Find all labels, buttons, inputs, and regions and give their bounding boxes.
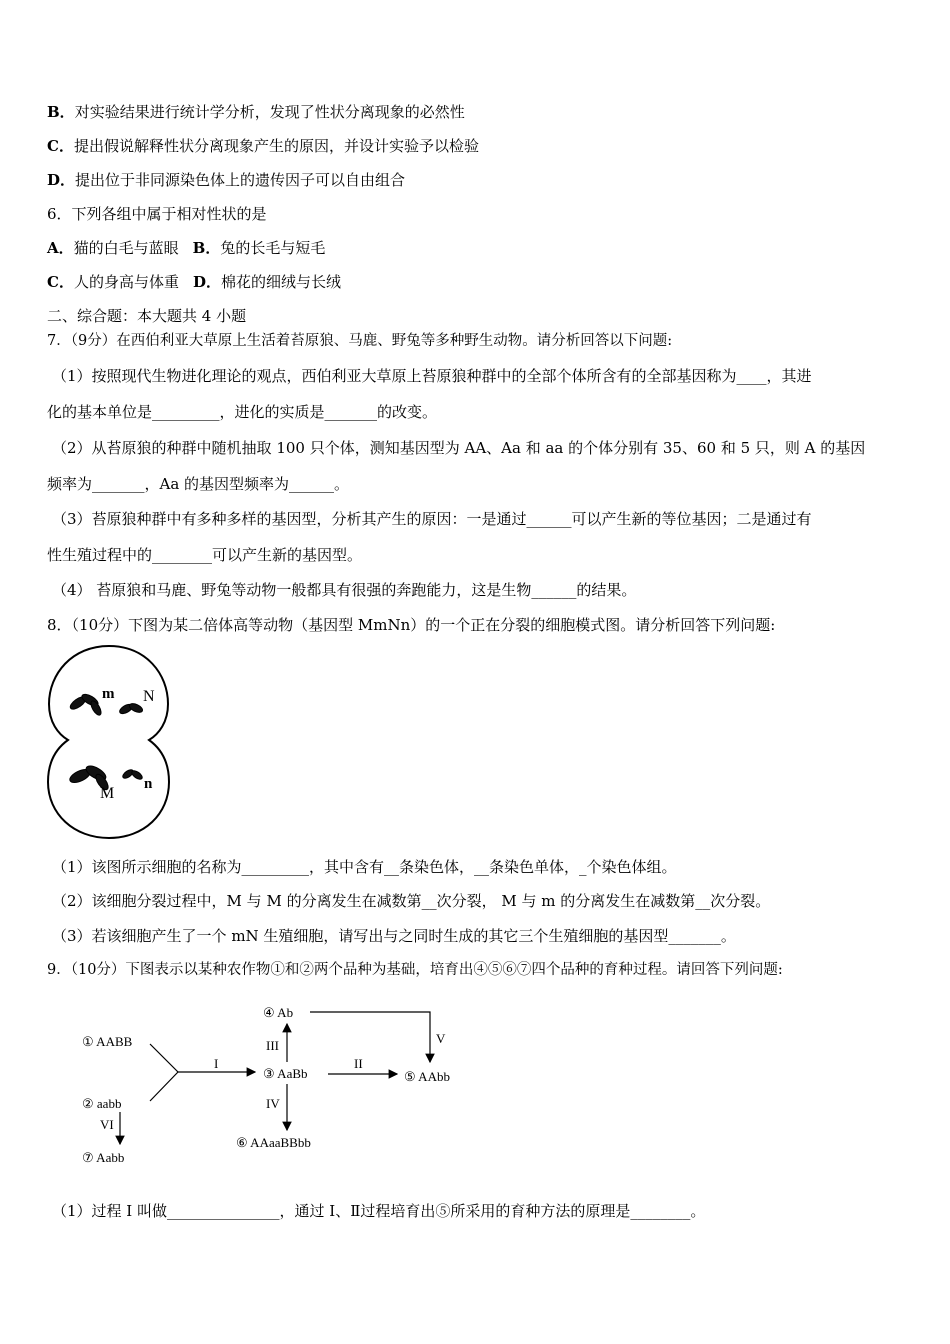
process-III: III [266,1038,279,1053]
option-letter: B． [192,239,221,257]
q6-options-row-2 [47,272,341,292]
option-text: 兔的长毛与短毛 [220,239,326,257]
process-IV: IV [266,1096,280,1111]
breeding-diagram [70,998,490,1173]
process-I: I [214,1056,219,1071]
node-2: ② aabb [82,1096,122,1111]
label-N: N [143,688,155,705]
chromosome-n-upper [118,702,144,716]
label-M: M [100,785,115,802]
process-V: V [436,1031,446,1046]
q6-options-row-1 [47,238,325,258]
q7-part-line: （1）按照现代生物进化理论的观点，西伯利亚大草原上苔原狼种群中的全部个体所含有的全部基因称为____，其进 [52,367,812,385]
chromosome-m [68,692,103,717]
node-1: ① AABB [82,1034,133,1049]
line-1-to-junction [150,1044,178,1072]
q8-part-line: （3）若该细胞产生了一个 mN 生殖细胞，请写出与之同时生成的其它三个生殖细胞的基因型_______。 [52,927,736,945]
option-letter: C． [47,273,74,291]
cell-outline [48,646,169,838]
q8-stem: 8．（10分）下图为某二倍体高等动物（基因型 MmNn）的一个正在分裂的细胞模式图。请分析回答下列问题: [47,616,776,634]
label-m: m [102,686,115,702]
option-letter: D． [192,273,221,291]
q8-part-line: （2）该细胞分裂过程中，M 与 M 的分离发生在减数第__次分裂， M 与 m 的分离发生在减数第__次分裂。 [52,892,771,910]
arrow-V [310,1012,430,1062]
q8-part-line: （1）该图所示细胞的名称为_________，其中含有__条染色体，__条染色单体，_个染色体组。 [52,858,677,876]
q7-part-line: 性生殖过程中的________可以产生新的基因型。 [47,546,363,564]
q5-option-c [47,136,479,156]
option-letter: D． [47,171,76,189]
q7-part-line: （3）苔原狼种群中有多种多样的基因型，分析其产生的原因：一是通过______可以产生新的等位基因；二是通过有 [52,510,812,528]
q5-option-b [47,102,465,122]
cell-division-figure [44,642,174,842]
option-text: 提出假说解释性状分离现象产生的原因，并设计实验予以检验 [73,137,479,155]
q7-stem: 7．（9分）在西伯利亚大草原上生活着苔原狼、马鹿、野兔等多种野生动物。请分析回答以下问题: [47,333,673,349]
chromosome-n-lower [121,768,143,781]
q7-part-line: 化的基本单位是_________，进化的实质是_______的改变。 [47,403,438,421]
option-text: 对实验结果进行统计学分析，发现了性状分离现象的必然性 [74,103,465,121]
q9-part-line: （1）过程 I 叫做_______________，通过 I、Ⅱ过程培育出⑤所采用的育种方法的原理是________。 [52,1202,706,1220]
node-5: ⑤ AAbb [404,1069,450,1084]
option-letter: B． [47,103,75,121]
node-7: ⑦ Aabb [82,1150,125,1165]
q7-part-line: 频率为_______，Aa 的基因型频率为______。 [47,475,350,493]
option-text: 提出位于非同源染色体上的遗传因子可以自由组合 [75,171,406,189]
process-VI: VI [100,1117,114,1132]
option-letter: C． [47,137,74,155]
line-2-to-junction [150,1072,178,1101]
label-n: n [144,776,153,792]
q9-stem: 9．（10分）下图表示以某种农作物①和②两个品种为基础，培育出④⑤⑥⑦四个品种的育种过程。请回答下列问题: [47,962,783,978]
q5-option-d [47,170,405,190]
section-heading: 二、综合题：本大题共 4 小题 [47,307,247,325]
q6-stem: 6．下列各组中属于相对性状的是 [47,205,267,223]
node-4: ④ Ab [263,1005,294,1020]
node-6: ⑥ AAaaBBbb [236,1135,311,1150]
process-II: II [354,1056,363,1071]
option-text: 棉花的细绒与长绒 [220,273,341,291]
q7-part-line: （4） 苔原狼和马鹿、野兔等动物一般都具有很强的奔跑能力，这是生物______的结果。 [52,581,637,599]
option-text: 猫的白毛与蓝眼 [73,239,179,257]
q7-part-line: （2）从苔原狼的种群中随机抽取 100 只个体，测知基因型为 AA、Aa 和 aa 的个体分别有 35、60 和 5 只，则 A 的基因 [52,439,866,457]
node-3: ③ AaBb [263,1066,308,1081]
option-text: 人的身高与体重 [73,273,179,291]
option-letter: A． [47,239,74,257]
